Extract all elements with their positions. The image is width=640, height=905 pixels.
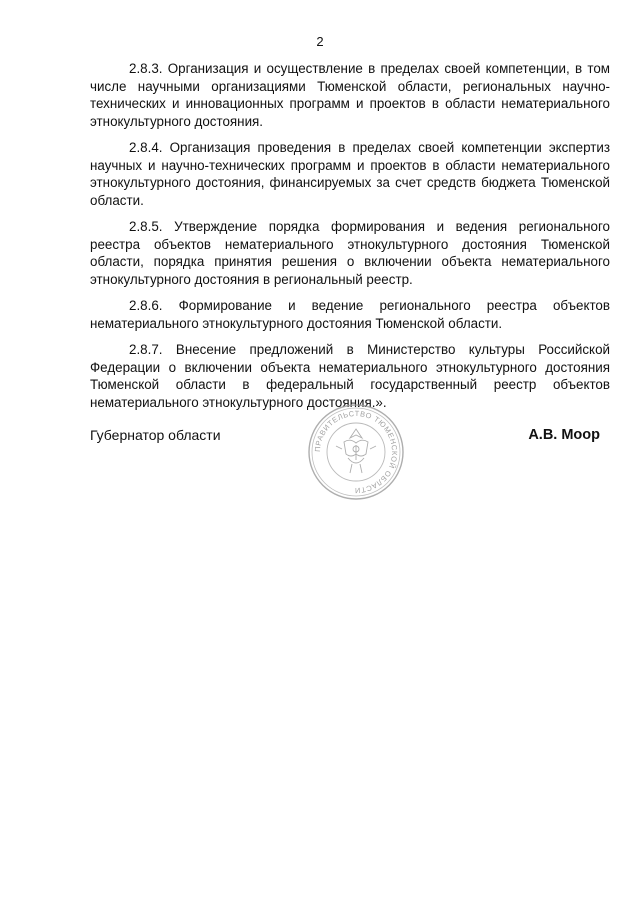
paragraph-2-8-6: 2.8.6. Формирование и ведение регионального реестра объектов нематериального этнокультурного достояния Тюменской области.: [90, 298, 610, 331]
paragraph-2-8-7: 2.8.7. Внесение предложений в Министерство культуры Российской Федерации о включении объекта нематериального этнокультурного достояния Тюменской области в федеральный государственный реестр объектов нематериального этнокультурного достояния.».: [90, 342, 610, 410]
seal-ring-text: ПРАВИТЕЛЬСТВО ТЮМЕНСКОЙ ОБЛАСТИ: [312, 408, 400, 496]
paragraph-2-8-3: 2.8.3. Организация и осуществление в пределах своей компетенции, в том числе научными организациями Тюменской области, региональных научно-технических и инновационных программ и проектов в области нематериального этнокультурного достояния.: [90, 61, 610, 129]
signatory-position: Губернатор области: [90, 427, 221, 443]
page-number: 2: [316, 34, 324, 49]
official-seal-icon: [306, 402, 406, 502]
document-body: [90, 60, 610, 420]
paragraph-2-8-4: 2.8.4. Организация проведения в пределах своей компетенции экспертиз научных и научно-технических программ и проектов в области нематериального этнокультурного достояния, финансируемых за счет средств бюджета Тюменской области.: [90, 140, 610, 208]
signatory-name: А.В. Моор: [528, 427, 600, 443]
signature-block: [90, 402, 610, 502]
paragraph-2-8-5: 2.8.5. Утверждение порядка формирования и ведения регионального реестра объектов нематериального этнокультурного достояния Тюменской области, порядка принятия решения о включении объекта нематериального этнокультурного достояния в региональный реестр.: [90, 219, 610, 287]
